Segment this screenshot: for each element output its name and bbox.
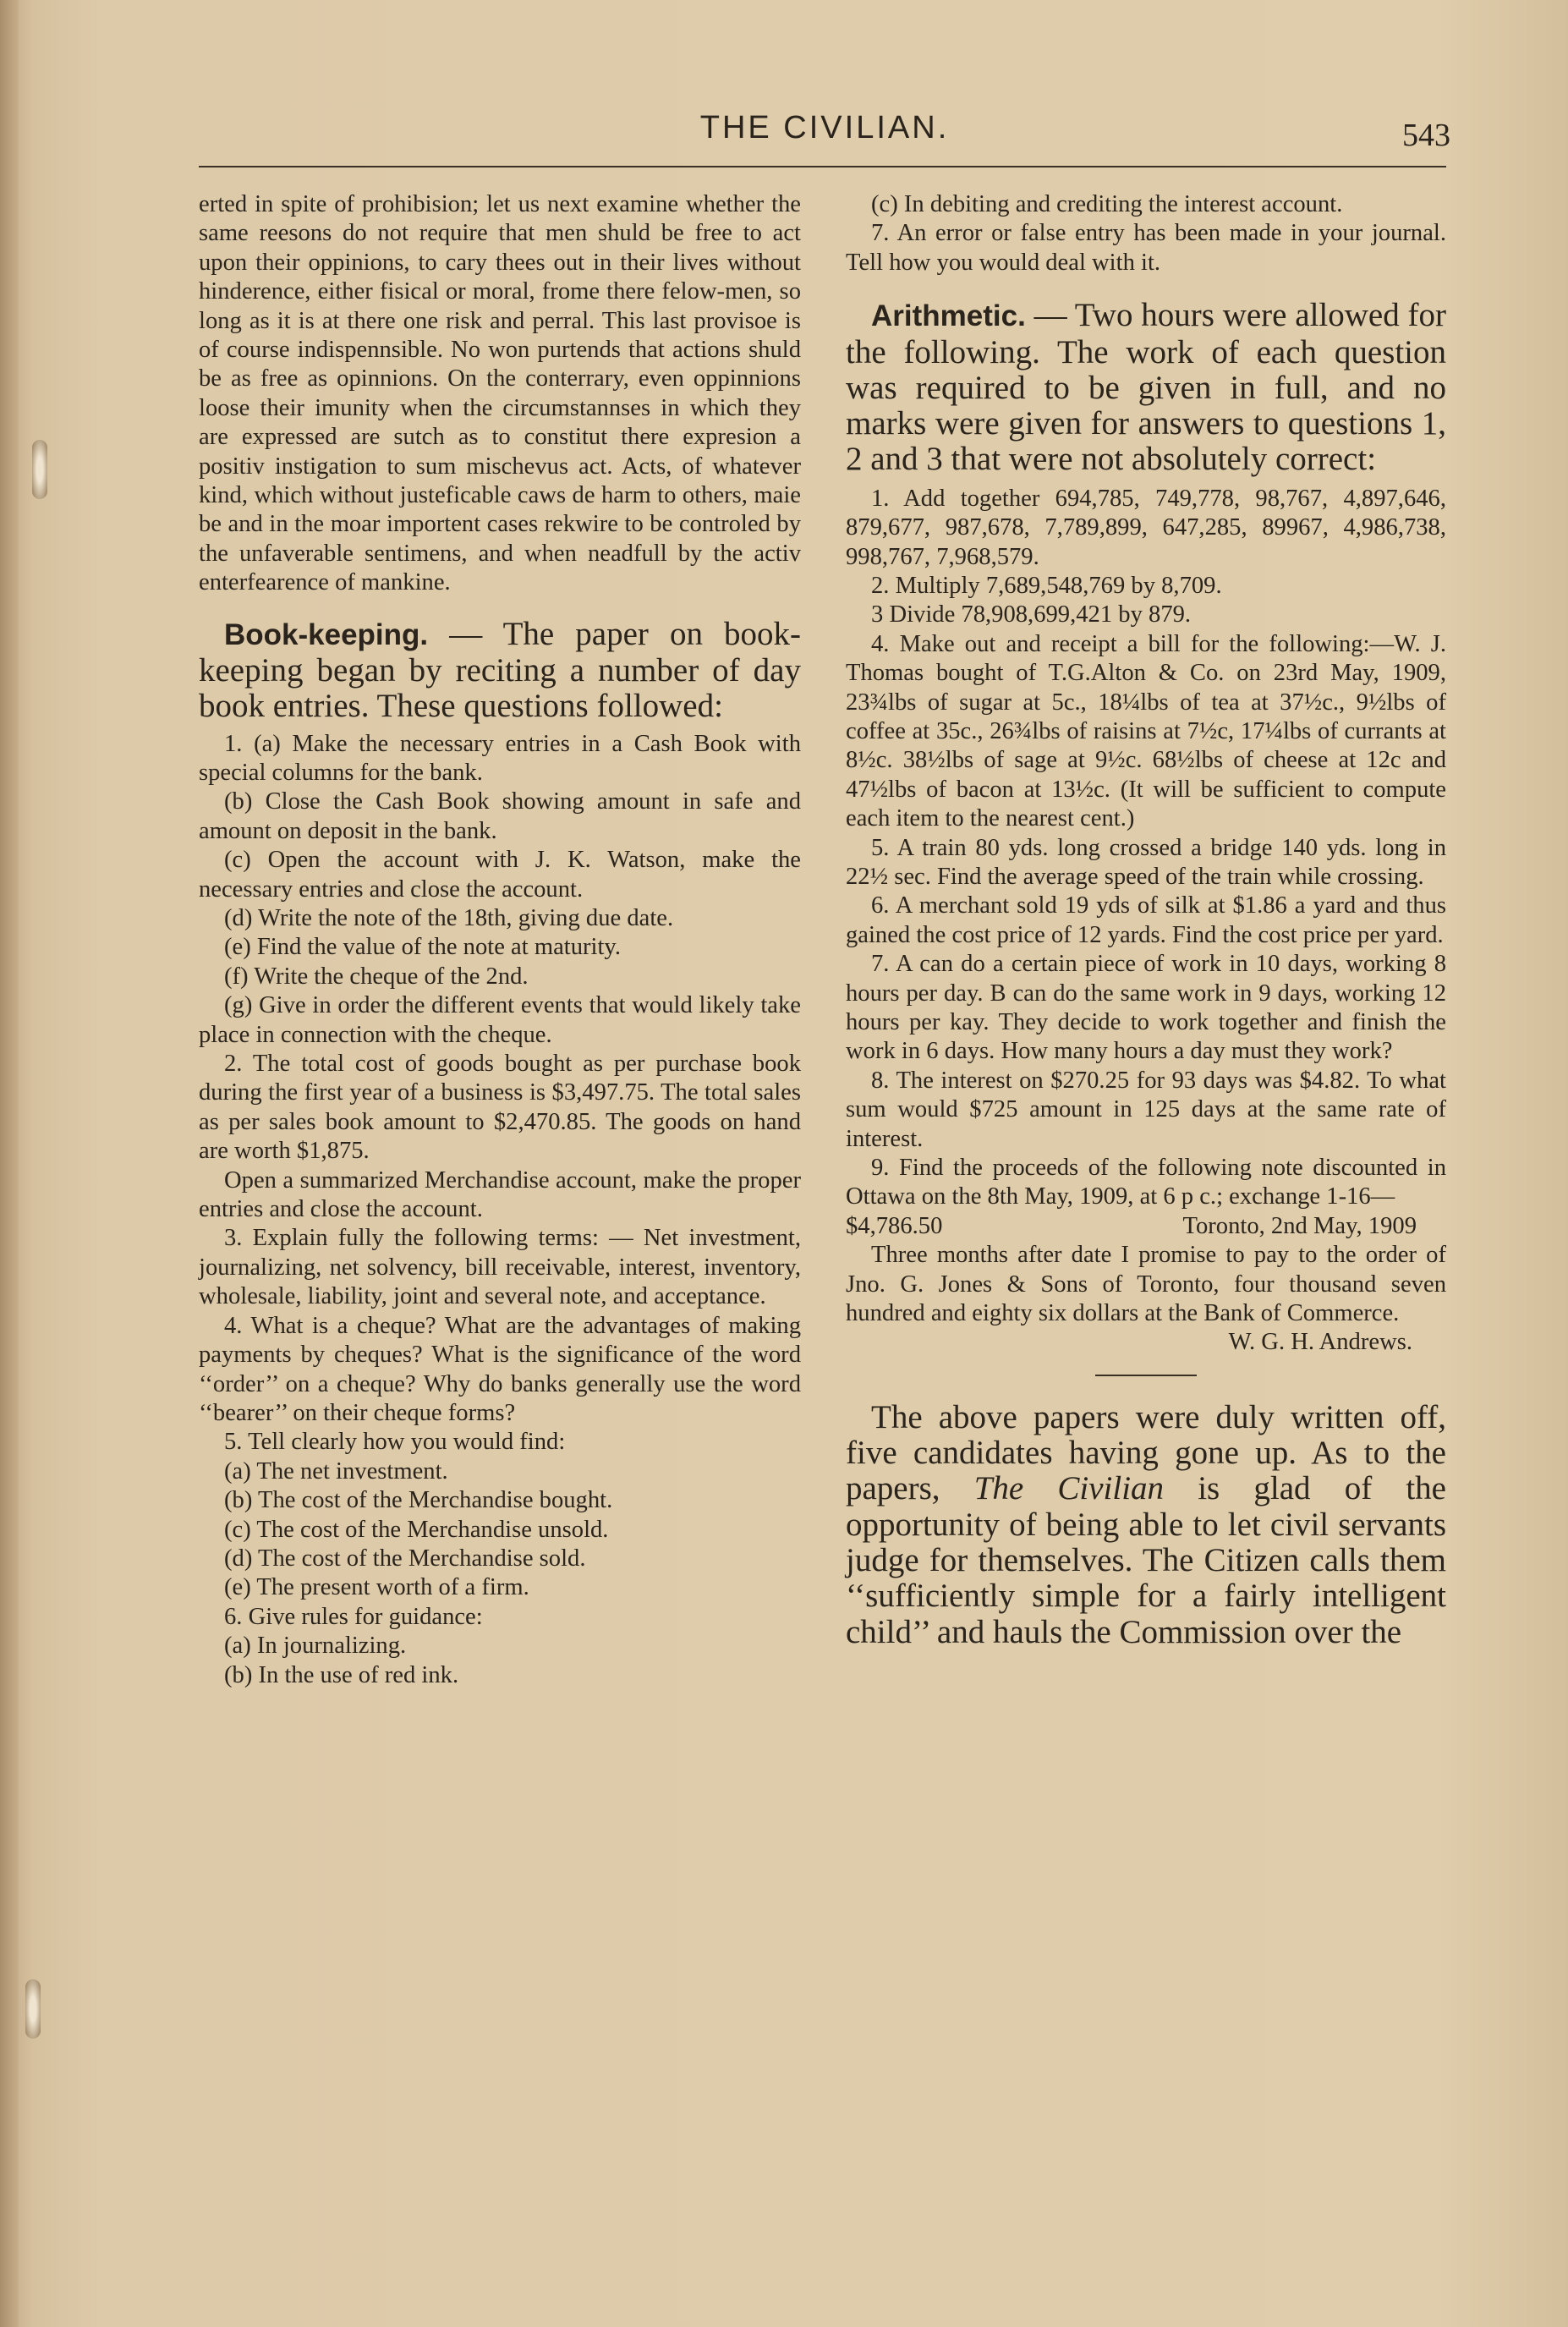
bookkeeping-question: (f) Write the cheque of the 2nd. — [224, 963, 529, 990]
punch-hole-mark — [32, 440, 47, 499]
bookkeeping-heading: Book-keeping. — [224, 617, 429, 651]
bookkeeping-question: Open a summarized Merchandise account, make the proper entries and close the account. — [199, 1166, 801, 1223]
closing-text: The above papers were duly written off, five candidates having gone up. As to the papers, — [846, 1398, 1446, 1507]
arithmetic-question: 8. The interest on $270.25 for 93 days was $4.82. To what sum would $725 amount in 125 days at the same rate of interest. — [846, 1067, 1446, 1152]
bookkeeping-subitem: (c) The cost of the Merchandise unsold. — [224, 1516, 609, 1543]
bookkeeping-subitem: (d) The cost of the Merchandise sold. — [224, 1545, 586, 1572]
journal-title: THE CIVILIAN. — [699, 110, 950, 145]
bookkeeping-intro-text: — The paper on book-keeping began by reciting a number of day book entries. These questions followed: — [199, 615, 801, 725]
bookkeeping-intro-paragraph — [199, 617, 801, 725]
left-column — [199, 190, 801, 1690]
bookkeeping-question: 5. Tell clearly how you would find: — [224, 1429, 566, 1456]
page-binding-edge — [0, 0, 19, 2327]
page-number: 543 — [1402, 118, 1450, 153]
note-body: Three months after date I promise to pay to the order of Jno. G. Jones & Sons of Toronto, four thousand seven hundred and eighty six dollars at the Bank of Commerce. — [846, 1242, 1446, 1327]
publication-name: The Civilian — [973, 1470, 1165, 1507]
note-header-line — [846, 1212, 1446, 1241]
essay-continuation: erted in spite of prohibision; let us next examine whether the same reesons do not require that men shuld be free to act upon their oppinions, to cary thees out in their lives without hinderence, either fisical or moral, frome there felow-men, so long as it is at there one risk and perral. This last provisoe is of course indispennsible. No won purtends that actions shuld be as free as opinnions. On the conterrary, even oppinnions loose their imunity when the circumstannses in which they are expressed are sutch as to constitut there expresion a positiv instigation to sum mischevus act. Acts, of whatever kind, which without justeficable caws de harm to others, maie be and in the moar importent cases rekwire to be controled by the unfaverable sentimens, and when neadfull by the activ enterfearence of mankine. — [199, 191, 801, 596]
arithmetic-question: 1. Add together 694,785, 749,778, 98,767, 4,897,646, 879,677, 987,678, 7,789,899, 647,285, 89967, 4,986,738, 998,767, 7,968,579. — [846, 485, 1446, 570]
bookkeeping-question: 2. The total cost of goods bought as per purchase book during the first year of a business is $3,497.75. The total sales as per sales book amount to $2,470.85. The goods on hand are worth $1,875. — [199, 1051, 801, 1165]
arithmetic-question: 2. Multiply 7,689,548,769 by 8,709. — [871, 572, 1222, 599]
bookkeeping-question: (c) Open the account with J. K. Watson, make the necessary entries and close the account. — [199, 847, 801, 903]
note-place-date: Toronto, 2nd May, 1909 — [1182, 1212, 1417, 1239]
bookkeeping-subitem: (e) The present worth of a firm. — [224, 1574, 529, 1601]
closing-text: is glad of the opportunity of being able to let civil servants judge for themselves. The Citizen calls them ‘‘sufficiently simple for a fairly intelligent child’’ and hauls the Commission over the — [846, 1470, 1446, 1650]
note-amount: $4,786.50 — [846, 1212, 943, 1239]
bookkeeping-question: (g) Give in order the different events that would likely take place in connection with the cheque. — [199, 992, 801, 1048]
arithmetic-question: 3 Divide 78,908,699,421 by 879. — [871, 601, 1192, 628]
bookkeeping-question: (b) Close the Cash Book showing amount in safe and amount on deposit in the bank. — [199, 788, 801, 844]
right-column — [846, 190, 1446, 1657]
bookkeeping-question: 1. (a) Make the necessary entries in a Cash Book with special columns for the bank. — [199, 730, 801, 786]
bookkeeping-question: 6. Give rules for guidance: — [224, 1603, 483, 1630]
running-header — [199, 110, 1450, 169]
arithmetic-heading: Arithmetic. — [871, 299, 1026, 333]
bookkeeping-subitem: (a) The net investment. — [224, 1457, 448, 1485]
header-rule — [199, 166, 1446, 167]
arithmetic-question: 5. A train 80 yds. long crossed a bridge 140 yds. long in 22½ sec. Find the average speed of the train while crossing. — [846, 834, 1446, 890]
note-signature: W. G. H. Andrews. — [1228, 1329, 1412, 1356]
bookkeeping-question: (d) Write the note of the 18th, giving due date. — [224, 905, 674, 932]
punch-hole-mark — [25, 1979, 41, 2039]
bookkeeping-subitem: (b) The cost of the Merchandise bought. — [224, 1487, 613, 1514]
arithmetic-question: 9. Find the proceeds of the following note discounted in Ottawa on the 8th May, 1909, at 6 p c.; exchange 1-16— — [846, 1155, 1446, 1210]
closing-paragraph — [846, 1400, 1446, 1650]
arithmetic-question: 7. A can do a certain piece of work in 10 days, working 8 hours per day. B can do the same work in 9 days, working 12 hours per kay. They decide to work together and finish the work in 6 days. How many hours a day must they work? — [846, 951, 1446, 1065]
bookkeeping-question: (c) In debiting and crediting the interest account. — [871, 191, 1343, 217]
section-divider — [1095, 1375, 1197, 1376]
arithmetic-question: 4. Make out and receipt a bill for the following:—W. J. Thomas bought of T.G.Alton & Co. on 23rd May, 1909, 23¾lbs of sugar at 5c., 18¼lbs of tea at 37½c., 9½lbs of coffee at 35c., 26¾lbs of raisins at 7½c, 17¼lbs of currants at 8½c. 38½lbs of sage at 9½c. 68½lbs of cheese at 12c and 47½lbs of bacon at 13½c. (It will be sufficient to compute each item to the nearest cent.) — [846, 630, 1446, 832]
bookkeeping-subitem: (b) In the use of red ink. — [224, 1661, 459, 1688]
bookkeeping-question: 7. An error or false entry has been made in your journal. Tell how you would deal with it. — [846, 220, 1446, 276]
arithmetic-question: 6. A merchant sold 19 yds of silk at $1.86 a yard and thus gained the cost price of 12 yards. Find the cost price per yard. — [846, 892, 1446, 948]
bookkeeping-question: 3. Explain fully the following terms: — Net investment, journalizing, net solvency, bill receivable, interest, inventory, wholesale, liability, joint and several note, and acceptance. — [199, 1225, 801, 1310]
bookkeeping-question: (e) Find the value of the note at maturity. — [224, 934, 622, 961]
bookkeeping-question: 4. What is a cheque? What are the advantages of making payments by cheques? What is the significance of the word ‘‘order’’ on a cheque? Why do banks generally use the word ‘‘bearer’’ on their cheque forms? — [199, 1312, 801, 1426]
bookkeeping-subitem: (a) In journalizing. — [224, 1633, 407, 1660]
arithmetic-intro-text: — Two hours were allowed for the following. The work of each question was required to be given in full, and no marks were given for answers to questions 1, 2 and 3 that were not absolutely correct: — [846, 297, 1446, 478]
arithmetic-intro-paragraph — [846, 298, 1446, 477]
